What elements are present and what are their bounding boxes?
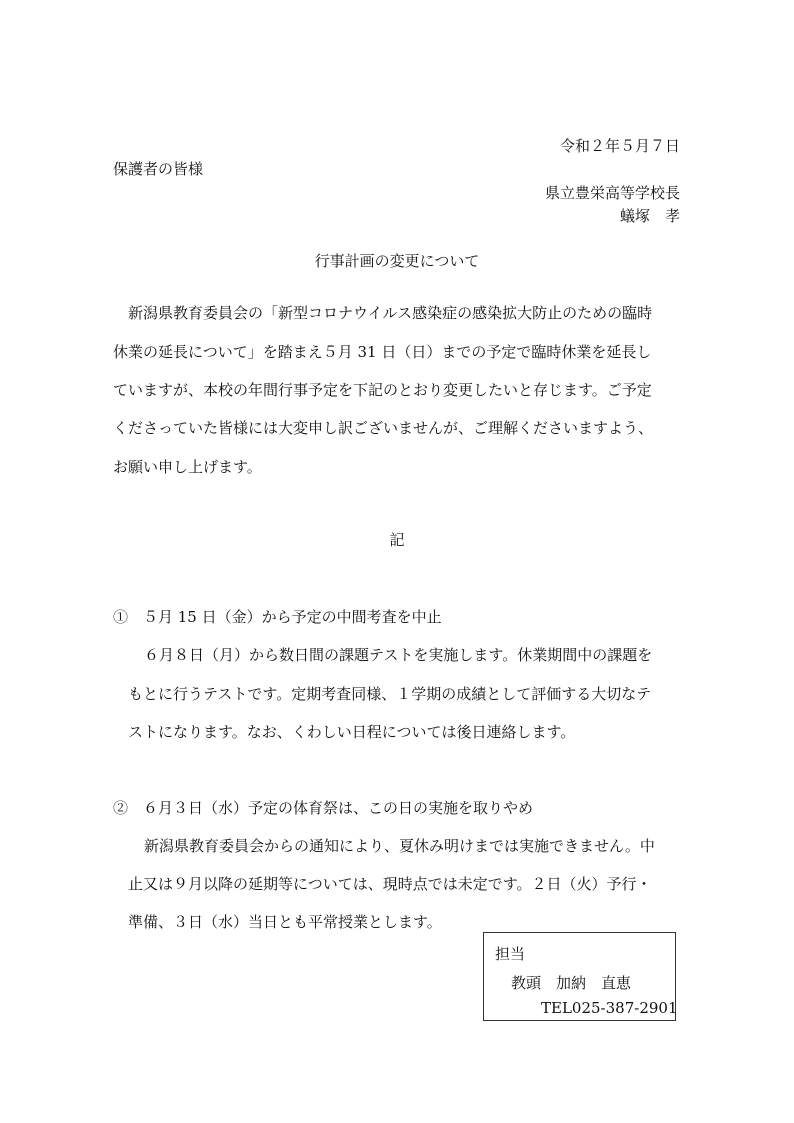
contact-label: 担当 — [495, 945, 526, 963]
sender-organization: 県立豊栄高等学校長 — [544, 184, 680, 202]
body-line: お願い申し上げます。 — [113, 458, 262, 476]
document-title: 行事計画の変更について — [314, 252, 480, 270]
item-line: 新潟県教育委員会からの通知により、夏休み明けまでは実施できません。中 — [144, 837, 655, 855]
body-line: 休業の延長について」を踏まえ５月 31 日（日）までの予定で臨時休業を延長し — [113, 343, 652, 361]
item-line: 準備、３日（水）当日とも平常授業とします。 — [128, 913, 442, 931]
item-line: 止又は９月以降の延期等については、現時点では未定です。２日（火）予行・ — [128, 875, 652, 893]
sender-name: 蟻塚 孝 — [619, 207, 680, 225]
item-line: ストになります。なお、くわしい日程については後日連絡します。 — [128, 723, 576, 741]
document-date: 令和２年５月７日 — [559, 137, 680, 155]
item-line: ６月８日（月）から数日間の課題テストを実施します。休業期間中の課題を — [144, 646, 653, 664]
ki-heading: 記 — [389, 531, 405, 549]
contact-tel: TEL025-387-2901 — [541, 999, 678, 1017]
body-line: 新潟県教育委員会の「新型コロナウイルス感染症の感染拡大防止のための臨時 — [128, 304, 653, 322]
contact-person: 教頭 加納 直恵 — [511, 974, 632, 992]
recipient-line: 保護者の皆様 — [113, 160, 204, 178]
contact-box — [483, 932, 676, 1021]
item-heading: ② ６月３日（水）予定の体育祭は、この日の実施を取りやめ — [113, 799, 534, 817]
body-line: ていますが、本校の年間行事予定を下記のとおり変更したいと存じます。ご予定 — [113, 381, 652, 399]
item-heading: ① ５月 15 日（金）から予定の中間考査を中止 — [113, 608, 442, 626]
body-line: くださっていた皆様には大変申し訳ございませんが、ご理解くださいますよう、 — [113, 419, 654, 437]
item-line: もとに行うテストです。定期考査同様、１学期の成績として評価する大切なテ — [128, 685, 652, 703]
